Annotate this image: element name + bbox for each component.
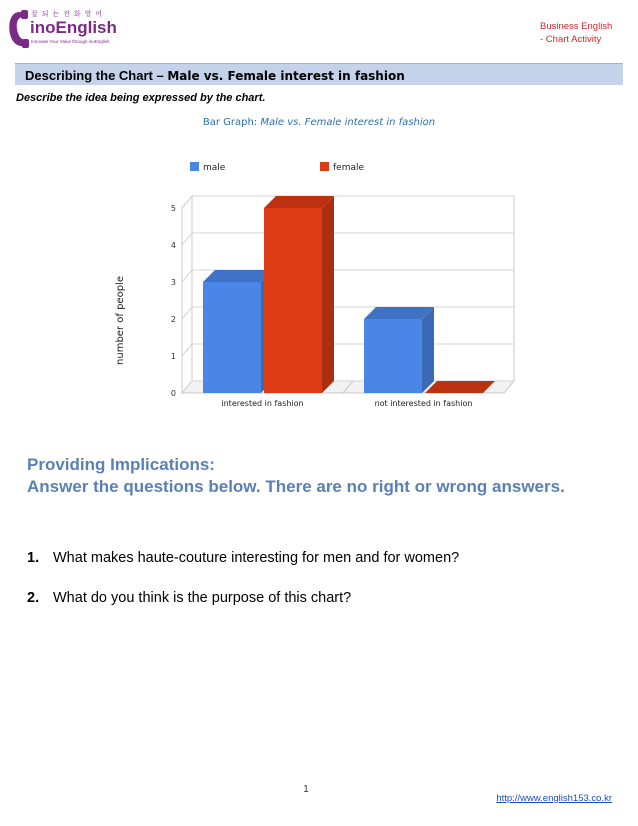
- legend-label: female: [333, 163, 365, 173]
- legend-swatch: [190, 162, 199, 171]
- activity-note: [540, 20, 624, 46]
- y-axis-label: number of people: [115, 276, 126, 365]
- page-number: 1: [303, 784, 309, 795]
- question-2: [27, 590, 351, 606]
- bar-chart: [100, 150, 530, 415]
- logo-brand: inoEnglish: [30, 18, 117, 37]
- question-1-number: 1.: [27, 550, 40, 566]
- y-tick-label: 3: [170, 278, 176, 287]
- bar: [364, 319, 422, 393]
- bar-top: [203, 270, 273, 282]
- instruction-text: Describe the idea being expressed by the chart.: [16, 92, 266, 104]
- bar: [264, 208, 322, 393]
- question-2-number: 2.: [27, 590, 40, 606]
- implications-heading: [27, 454, 587, 498]
- implications-title: Providing Implications:: [27, 455, 215, 474]
- logo-tagline: Innovate Your Value through inoEnglish: [31, 39, 110, 44]
- chart-heading: [0, 117, 638, 128]
- x-tick-label: not interested in fashion: [374, 399, 473, 408]
- bar: [203, 282, 261, 393]
- website-link[interactable]: http://www.english153.co.kr: [496, 793, 612, 804]
- x-tick-label: interested in fashion: [221, 399, 304, 408]
- question-1-text: What makes haute-couture interesting for men and for women?: [53, 550, 460, 566]
- chart-side-wall: [182, 196, 192, 393]
- legend-label: male: [203, 163, 226, 173]
- question-1: [27, 550, 459, 566]
- y-tick-label: 4: [170, 241, 176, 250]
- implications-subtitle: Answer the questions below. There are no right or wrong answers.: [27, 477, 565, 496]
- logo-syllables: 잘 되 는 전 화 영 어: [31, 11, 104, 18]
- bar-top: [364, 307, 434, 319]
- section-title: [25, 68, 405, 83]
- activity-note-line2: - Chart Activity: [540, 34, 602, 45]
- section-title-bar: [15, 63, 623, 85]
- legend-swatch: [320, 162, 329, 171]
- bar-side: [322, 196, 334, 393]
- question-2-text: What do you think is the purpose of this chart?: [53, 590, 352, 606]
- section-title-topic: Male vs. Female interest in fashion: [167, 69, 405, 83]
- chart-heading-title: Male vs. Female interest in fashion: [260, 117, 436, 128]
- inoenglish-logo: [6, 8, 117, 50]
- y-tick-label: 2: [170, 315, 176, 324]
- y-tick-label: 5: [170, 204, 176, 213]
- activity-note-line1: Business English: [540, 21, 613, 32]
- section-title-prefix: Describing the Chart –: [25, 68, 168, 83]
- y-tick-label: 0: [170, 389, 176, 398]
- bar-top: [425, 381, 495, 393]
- chart-heading-prefix: Bar Graph:: [202, 117, 261, 128]
- bar-side: [422, 307, 434, 393]
- bar-top: [264, 196, 334, 208]
- y-tick-label: 1: [170, 352, 176, 361]
